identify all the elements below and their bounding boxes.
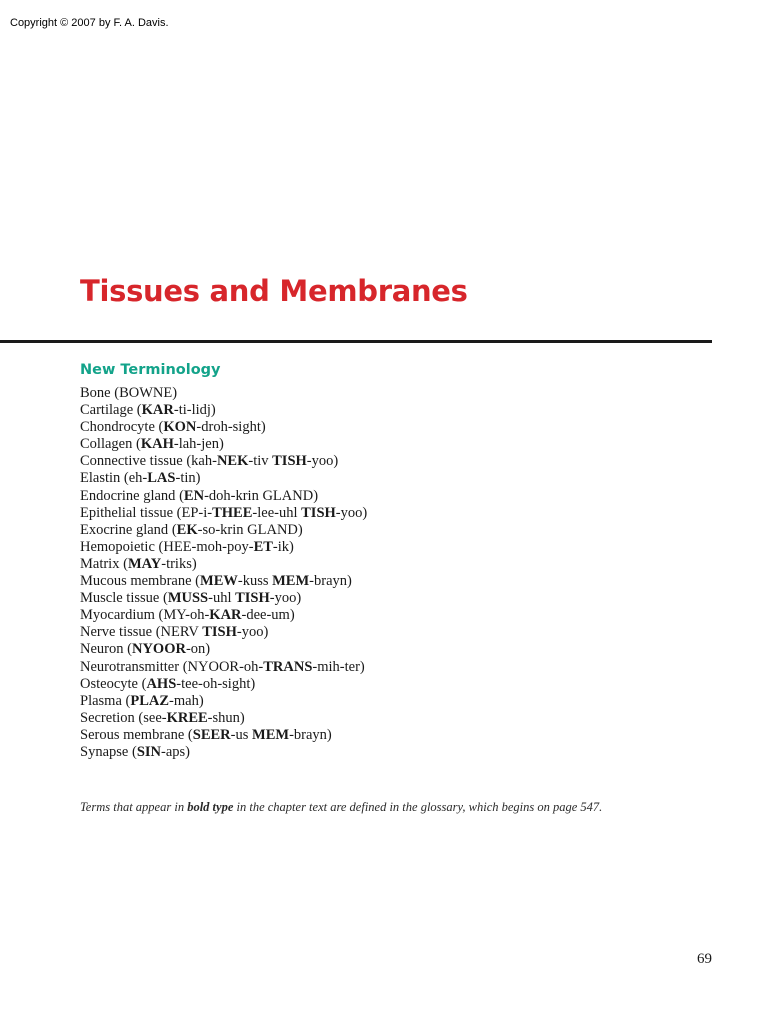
term-word: Cartilage [80, 402, 134, 419]
term-item: Serous membrane (SEER-us MEM-brayn) [80, 726, 332, 743]
pronunciation-segment: eh- [128, 470, 148, 487]
pronunciation-segment: MY-oh- [163, 607, 210, 624]
pronunciation-segment: -lee-uhl [252, 504, 302, 521]
term-word: Serous membrane [80, 726, 185, 743]
pronunciation-segment: -mah [169, 692, 199, 709]
stressed-syllable: KAH [140, 436, 174, 453]
term-item: Bone (BOWNE) [80, 385, 178, 401]
pronunciation-segment: -on [185, 641, 206, 658]
term-word: Plasma [80, 692, 122, 709]
term-item: Matrix (MAY-triks) [80, 555, 197, 572]
stressed-syllable: MAY [127, 555, 162, 572]
pronunciation-segment: -yoo [306, 453, 334, 470]
glossary-note [80, 800, 602, 815]
term-item: Secretion (see-KREE-shun) [80, 709, 245, 726]
term-item: Chondrocyte (KON-droh-sight) [80, 419, 266, 436]
stressed-syllable: MEM [252, 726, 290, 743]
term-item: Myocardium (MY-oh-KAR-dee-um) [80, 607, 295, 624]
stressed-syllable: NYOOR [131, 641, 186, 658]
stressed-syllable: THEE [212, 504, 253, 521]
pronunciation-segment: -tee-oh-sight [176, 675, 251, 692]
pronunciation-segment: -lah-jen [173, 436, 219, 453]
stressed-syllable: EN [183, 487, 205, 504]
pronunciation-segment: -ik [272, 538, 290, 555]
term-word: Nerve tissue [80, 624, 153, 641]
glossary-note-bold: bold type [187, 800, 234, 814]
page-number: 69 [697, 951, 712, 967]
stressed-syllable: SEER [192, 726, 231, 743]
pronunciation-segment: -yoo [236, 624, 264, 641]
terminology-list [80, 385, 367, 761]
pronunciation-segment: -yoo [335, 504, 363, 521]
term-item: Hemopoietic (HEE-moh-poy-ET-ik) [80, 538, 294, 555]
pronunciation-segment: -dee-um [241, 607, 290, 624]
term-word: Secretion [80, 709, 135, 726]
term-word: Epithelial tissue [80, 504, 174, 521]
stressed-syllable: TISH [272, 453, 307, 470]
term-item: Exocrine gland (EK-so-krin GLAND) [80, 521, 303, 538]
term-word: Neurotransmitter [80, 658, 180, 675]
pronunciation-segment: -mih-ter [312, 658, 360, 675]
pronunciation-segment: -kuss [237, 573, 273, 590]
stressed-syllable: EK [176, 521, 198, 538]
stressed-syllable: NEK [216, 453, 249, 470]
stressed-syllable: KAR [209, 607, 242, 624]
pronunciation-segment: -shun [207, 709, 240, 726]
term-item: Synapse (SIN-aps) [80, 743, 191, 760]
terminology-heading: New Terminology [80, 362, 221, 378]
pronunciation-segment: EP-i- [181, 504, 213, 521]
term-word: Synapse [80, 743, 129, 760]
term-item: Connective tissue (kah-NEK-tiv TISH-yoo) [80, 453, 339, 470]
term-word: Hemopoietic [80, 538, 155, 555]
term-word: Endocrine gland [80, 487, 176, 504]
term-item: Collagen (KAH-lah-jen) [80, 436, 224, 453]
term-item: Elastin (eh-LAS-tin) [80, 470, 201, 487]
stressed-syllable: LAS [147, 470, 176, 487]
pronunciation-segment: -us [230, 726, 253, 743]
pronunciation-segment: -yoo [269, 590, 297, 607]
term-word: Muscle tissue [80, 590, 160, 607]
stressed-syllable: KAR [141, 402, 174, 419]
stressed-syllable: TISH [235, 590, 270, 607]
pronunciation-segment: NYOOR-oh- [187, 658, 264, 675]
stressed-syllable: KON [163, 419, 197, 436]
pronunciation-segment: -ti-lidj [173, 402, 211, 419]
term-item: Neurotransmitter (NYOOR-oh-TRANS-mih-ter) [80, 658, 365, 675]
term-word: Mucous membrane [80, 573, 192, 590]
copyright-notice: Copyright © 2007 by F. A. Davis. [10, 17, 169, 29]
term-word: Matrix [80, 555, 120, 572]
term-item: Neuron (NYOOR-on) [80, 641, 211, 658]
pronunciation-segment: -so-krin GLAND [197, 521, 298, 538]
term-item: Cartilage (KAR-ti-lidj) [80, 402, 216, 419]
term-word: Myocardium [80, 607, 155, 624]
stressed-syllable: TISH [301, 504, 336, 521]
term-word: Collagen [80, 436, 133, 453]
glossary-note-after: in the chapter text are defined in the glossary, which begins on page 547. [233, 800, 603, 814]
term-word: Exocrine gland [80, 521, 169, 538]
pronunciation-segment: -tiv [248, 453, 273, 470]
term-word: Neuron [80, 641, 124, 658]
pronunciation-segment: -tin [175, 470, 196, 487]
stressed-syllable: PLAZ [130, 692, 170, 709]
pronunciation-segment: kah- [191, 453, 217, 470]
stressed-syllable: AHS [146, 675, 177, 692]
pronunciation-segment: -brayn [289, 726, 327, 743]
pronunciation-segment: -triks [161, 555, 192, 572]
title-divider [0, 340, 712, 343]
pronunciation-segment: BOWNE [119, 385, 173, 401]
stressed-syllable: ET [253, 538, 273, 555]
pronunciation-segment: -droh-sight [196, 419, 261, 436]
term-word: Elastin [80, 470, 121, 487]
stressed-syllable: MUSS [167, 590, 209, 607]
term-item: Mucous membrane (MEW-kuss MEM-brayn) [80, 573, 352, 590]
pronunciation-segment: NERV [160, 624, 203, 641]
term-item: Muscle tissue (MUSS-uhl TISH-yoo) [80, 590, 302, 607]
chapter-title: Tissues and Membranes [80, 274, 468, 308]
term-word: Osteocyte [80, 675, 138, 692]
term-item: Osteocyte (AHS-tee-oh-sight) [80, 675, 256, 692]
term-item: Nerve tissue (NERV TISH-yoo) [80, 624, 269, 641]
term-word: Bone [80, 385, 111, 401]
term-item: Epithelial tissue (EP-i-THEE-lee-uhl TISH-yoo) [80, 504, 368, 521]
stressed-syllable: KREE [166, 709, 208, 726]
term-item: Plasma (PLAZ-mah) [80, 692, 204, 709]
stressed-syllable: TISH [202, 624, 237, 641]
pronunciation-segment: -doh-krin GLAND [204, 487, 314, 504]
glossary-note-before: Terms that appear in [80, 800, 188, 814]
pronunciation-segment: -aps [161, 743, 186, 760]
stressed-syllable: SIN [136, 743, 161, 760]
pronunciation-segment: -brayn [309, 573, 348, 590]
pronunciation-segment: HEE-moh-poy- [163, 538, 254, 555]
pronunciation-segment: see- [143, 709, 167, 726]
stressed-syllable: MEW [200, 573, 238, 590]
stressed-syllable: TRANS [263, 658, 313, 675]
term-word: Chondrocyte [80, 419, 155, 436]
term-word: Connective tissue [80, 453, 183, 470]
pronunciation-segment: -uhl [208, 590, 236, 607]
stressed-syllable: MEM [272, 573, 310, 590]
term-item: Endocrine gland (EN-doh-krin GLAND) [80, 487, 319, 504]
